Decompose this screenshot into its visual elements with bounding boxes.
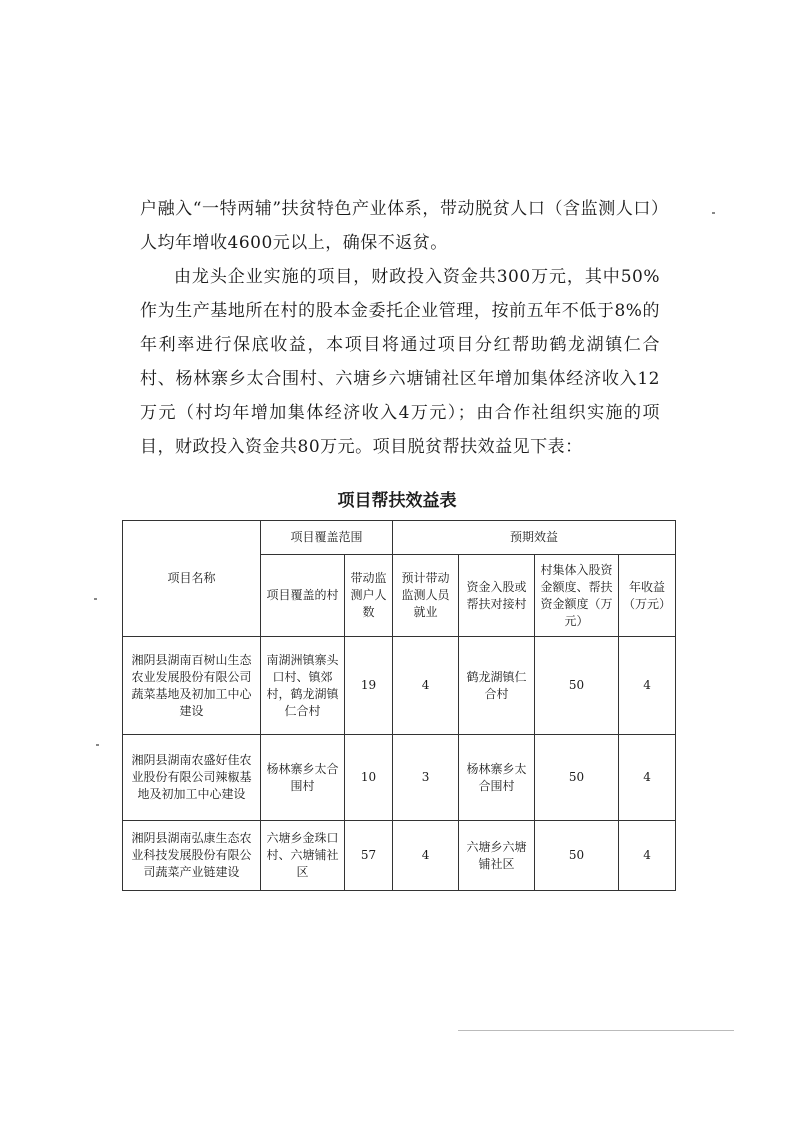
header-benefit-group: 预期效益 xyxy=(393,521,676,555)
cell-annual-income: 4 xyxy=(619,821,676,891)
header-project-name: 项目名称 xyxy=(123,521,261,637)
cell-monitored-households: 57 xyxy=(345,821,393,891)
cell-village-capital: 50 xyxy=(535,637,619,735)
cell-covered-village: 六塘乡金珠口村、六塘铺社区 xyxy=(261,821,345,891)
cell-village-capital: 50 xyxy=(535,821,619,891)
header-covered-village: 项目覆盖的村 xyxy=(261,555,345,637)
header-linked-village: 资金入股或帮扶对接村 xyxy=(459,555,535,637)
cell-project-name: 湘阴县湖南农盛好佳农业股份有限公司辣椒基地及初加工中心建设 xyxy=(123,735,261,821)
header-monitored-households: 带动监测户人数 xyxy=(345,555,393,637)
header-expected-employment: 预计带动监测人员就业 xyxy=(393,555,459,637)
cell-monitored-households: 10 xyxy=(345,735,393,821)
scan-speck xyxy=(94,598,97,600)
cell-annual-income: 4 xyxy=(619,637,676,735)
cell-monitored-households: 19 xyxy=(345,637,393,735)
table-row xyxy=(123,735,676,821)
cell-expected-employment: 3 xyxy=(393,735,459,821)
cell-expected-employment: 4 xyxy=(393,821,459,891)
header-row-group xyxy=(123,521,676,555)
cell-annual-income: 4 xyxy=(619,735,676,821)
header-village-capital: 村集体入股资金额度、帮扶资金额度（万元） xyxy=(535,555,619,637)
table-title: 项目帮扶效益表 xyxy=(337,491,457,511)
cell-covered-village: 南湖洲镇寨头口村、镇郊村，鹤龙湖镇仁合村 xyxy=(261,637,345,735)
cell-linked-village: 鹤龙湖镇仁合村 xyxy=(459,637,535,735)
cell-village-capital: 50 xyxy=(535,735,619,821)
cell-linked-village: 六塘乡六塘铺社区 xyxy=(459,821,535,891)
table-row xyxy=(123,637,676,735)
cell-project-name: 湘阴县湖南百树山生态农业发展股份有限公司蔬菜基地及初加工中心建设 xyxy=(123,637,261,735)
cell-expected-employment: 4 xyxy=(393,637,459,735)
header-annual-income: 年收益（万元） xyxy=(619,555,676,637)
cell-covered-village: 杨林寨乡太合围村 xyxy=(261,735,345,821)
paragraph-funding-description: 由龙头企业实施的项目，财政投入资金共300万元，其中50%作为生产基地所在村的股本金委托企业管理，按前五年不低于8%的年利率进行保底收益，本项目将通过项目分红帮助鹤龙湖镇仁合村、杨林寨乡太合围村、六塘乡六塘铺社区年增加集体经济收入12万元（村均年增加集体经济收入4万元）；由合作社组织实施的项目，财政投入资金共80万元。项目脱贫帮扶效益见下表： xyxy=(140,267,660,457)
footer-divider xyxy=(458,1030,734,1031)
table-row xyxy=(123,821,676,891)
cell-linked-village: 杨林寨乡太合围村 xyxy=(459,735,535,821)
cell-project-name: 湘阴县湖南弘康生态农业科技发展股份有限公司蔬菜产业链建设 xyxy=(123,821,261,891)
paragraph-intro-continuation: 户融入“一特两辅”扶贫特色产业体系，带动脱贫人口（含监测人口）人均年增收4600元以上，确保不返贫。 xyxy=(140,199,660,253)
header-coverage-group: 项目覆盖范围 xyxy=(261,521,393,555)
scan-speck xyxy=(712,212,715,214)
benefit-table xyxy=(122,520,676,891)
scan-speck xyxy=(96,744,99,746)
